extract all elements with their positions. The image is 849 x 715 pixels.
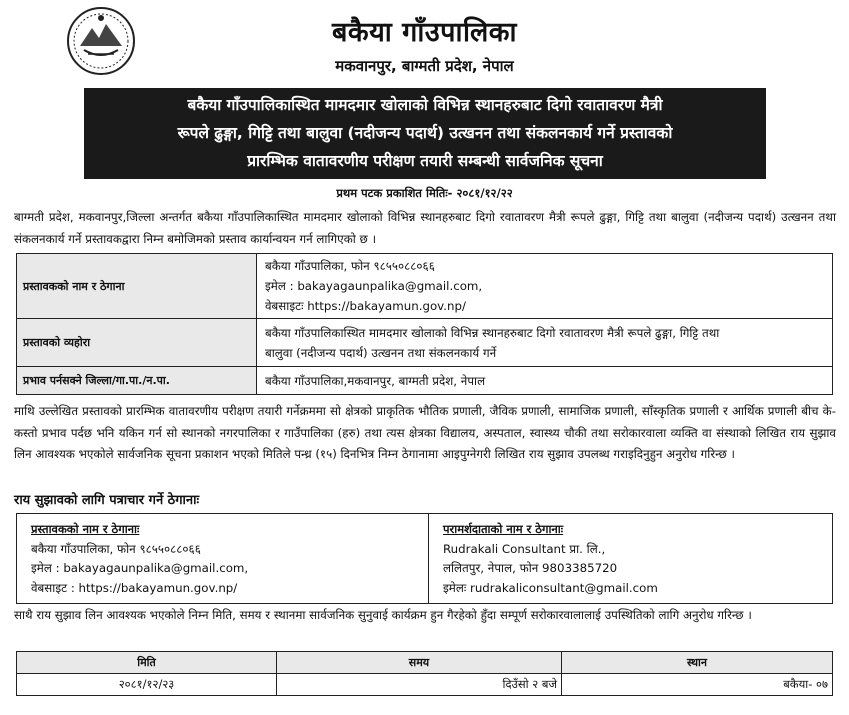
page-subtitle: मकवानपुर, बाग्मती प्रदेश, नेपाल	[335, 57, 514, 75]
banner-line-1: बकैया गाँउपालिकास्थित मामदमार खोलाको विभिन्न स्थानहरुबाट दिगो रवातावरण मैत्री	[187, 96, 663, 114]
hearing-paragraph: साथै राय सुझाव लिन आवश्यक भएकोले निम्न मिति, समय र स्थानमा सार्वजनिक सुनुवाई कार्यक्रम हुन गैरहेको हुँदा सम्पूर्ण सरोकारवालालाई उपस्थितिको लागि अनुरोध गरिन्छ ।	[14, 608, 752, 622]
proposer-contact-line-3: वेबसाइट : https://bakayamun.gov.np/	[31, 580, 238, 595]
table-row	[17, 367, 833, 395]
header-time: समय	[277, 652, 562, 674]
proposal-desc-label: प्रस्तावको व्यहोरा	[17, 319, 257, 367]
table-header-row	[17, 652, 833, 674]
affected-area-label: प्रभाव पर्नसक्ने जिल्ला/गा.पा./न.पा.	[17, 367, 257, 395]
table-row	[17, 319, 833, 367]
consultant-contact-line-2: ललितपुर, नेपाल, फोन 9803385720	[443, 561, 618, 575]
contacts-table	[16, 513, 833, 604]
table-row	[17, 254, 833, 319]
banner-line-2: रूपले ढुङ्गा, गिट्टि तथा बालुवा (नदीजन्य पदार्थ) उत्खनन तथा संकलनकार्य गर्ने प्रस्तावको	[177, 124, 673, 142]
proposal-desc-line-1: बकैया गाँउपालिकास्थित मामदमार खोलाको विभिन्न स्थानहरुबाट दिगो रवातावरण मैत्री रूपले ढुङ्गा, गिट्टि तथा	[265, 325, 720, 340]
banner-line-3: प्रारम्भिक वातावरणीय परीक्षण तयारी सम्बन्धी सार्वजनिक सूचना	[247, 152, 603, 170]
schedule-table	[16, 651, 833, 696]
proposer-contact	[17, 514, 429, 604]
proposer-contact-label: प्रस्तावकको नाम र ठेगानाः	[31, 522, 140, 536]
schedule-place: बकैया- ०७	[562, 674, 833, 696]
affected-area-value: बकैया गाँउपालिका,मकवानपुर, बाग्मती प्रदेश, नेपाल	[257, 367, 833, 395]
proposer-label: प्रस्तावकको नाम र ठेगाना	[17, 254, 257, 319]
table-row	[17, 514, 833, 604]
intro-paragraph: बाग्मती प्रदेश, मकवानपुर,जिल्ला अन्तर्गत बकैया गाँउपालिकास्थित मामदमार खोलाको विभिन्न स्थानहरुबाट दिगो रवातावरण मैत्री रूपले ढुङ्गा, गिट्टि तथा बालुवा (नदीजन्य पदार्थ) उत्खनन तथा संकलनकार्य गर्ने प्रस्तावकद्वारा निम्न बमोजिमको प्रस्ताव कार्यान्वयन गर्न लागिएको छ ।	[14, 210, 836, 246]
consultant-contact-line-1: Rudrakali Consultant प्रा. लि.,	[443, 541, 606, 556]
proposal-desc-value	[257, 319, 833, 367]
proposer-line-1: बकैया गाँउपालिका, फोन ९८५५०८८०६६	[265, 259, 435, 273]
proposer-contact-line-1: बकैया गाँउपालिका, फोन ९८५५०८८०६६	[31, 541, 201, 556]
proposer-contact-line-2: इमेल : bakayagaunpalika@gmail.com,	[31, 561, 249, 575]
schedule-date: २०८१/१२/२३	[17, 674, 277, 696]
proposal-table	[16, 253, 833, 395]
proposal-desc-line-2: बालुवा (नदीजन्य पदार्थ) उत्खनन तथा संकलनकार्य गर्ने	[265, 345, 497, 360]
table-row	[17, 674, 833, 696]
notice-banner	[84, 88, 766, 179]
body-paragraph: माथि उल्लेखित प्रस्तावको प्रारम्भिक वातावरणीय परीक्षण तयारी गर्नेक्रममा सो क्षेत्रको प्राकृतिक भौतिक प्रणाली, जैविक प्रणाली, सामाजिक प्रणाली, साँस्कृतिक प्रणाली र आर्थिक प्रणाली बीच के-कस्तो प्रभाव पर्दछ भनि यकिन गर्न सो स्थानको नगरपालिका र गाउँपालिका (हरु) तथा त्यस क्षेत्रका विद्यालय, अस्पताल, स्वास्थ्य चौकी तथा सरोकारवाला व्यक्ति वा संस्थाको लिखित राय सुझाव लिन आवश्यक भएकोले सार्वजनिक सूचना प्रकाशन भएको मितिले पन्ध्र (१५) दिनभित्र निम्न ठेगानामा आइपुग्नेगरी लिखित राय सुझाव उपलब्ध गराइदिनुहुन अनुरोध गरिन्छ ।	[14, 404, 836, 461]
header-date: मिति	[17, 652, 277, 674]
proposer-line-2: इमेल : bakayagaunpalika@gmail.com,	[265, 279, 483, 293]
contact-heading: राय सुझावको लागि पत्राचार गर्ने ठेगानाः	[14, 493, 200, 508]
page-title: बकैया गाँउपालिका	[331, 17, 518, 48]
schedule-time: दिउँसो २ बजे	[277, 674, 562, 696]
header-place: स्थान	[562, 652, 833, 674]
consultant-contact-line-3: इमेलः rudrakaliconsultant@gmail.com	[443, 580, 658, 595]
consultant-contact	[429, 514, 833, 604]
proposer-line-3: वेबसाइटः https://bakayamun.gov.np/	[265, 299, 466, 313]
consultant-contact-label: परामर्शदाताको नाम र ठेगानाः	[443, 522, 564, 536]
published-date: प्रथम पटक प्रकाशित मितिः- २०८१/१२/२२	[336, 186, 513, 200]
proposer-value	[257, 254, 833, 319]
